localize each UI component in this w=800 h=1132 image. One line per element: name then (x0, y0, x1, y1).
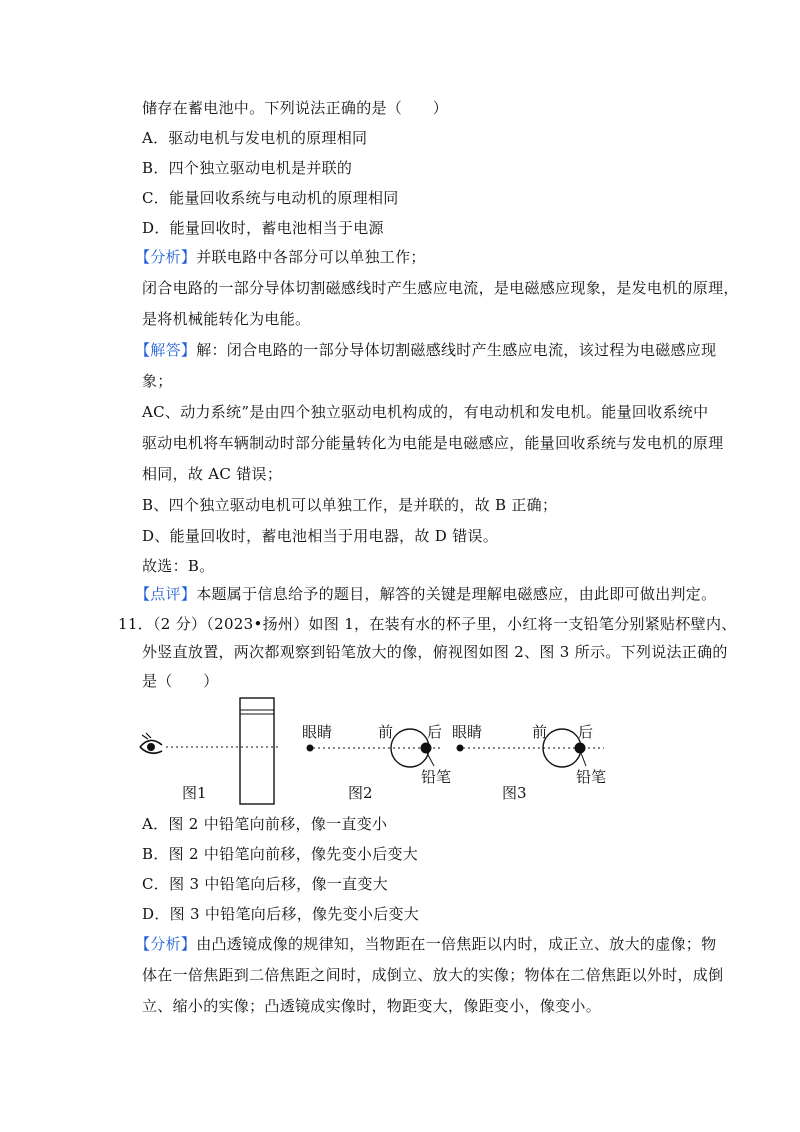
stem-line: 外竖直放置，两次都观察到铅笔放大的像，俯视图如图 2、图 3 所示。下列说法正确的 (142, 643, 728, 661)
question-number: 11． (118, 615, 153, 633)
analysis-line: 并联电路中各部分可以单独工作； (196, 248, 426, 266)
option-c: C．图 3 中铅笔向后移，像一直变大 (142, 875, 388, 893)
answer-line: 相同，故 AC 错误； (142, 465, 283, 483)
analysis-tag: 【分析】 (135, 935, 197, 953)
comment-text: 本题属于信息给予的题目，解答的关键是理解电磁感应，由此即可做出判定。 (196, 585, 717, 603)
option-d: D．能量回收时，蓄电池相当于电源 (142, 219, 384, 237)
question-11-stem (118, 613, 737, 635)
answer-line: D、能量回收时，蓄电池相当于用电器，故 D 错误。 (142, 527, 499, 545)
analysis-line: 由凸透镜成像的规律知，当物距在一倍焦距以内时，成正立、放大的虚像；物 (196, 935, 717, 953)
analysis-tag: 【分析】 (135, 248, 197, 266)
answer-line: B、四个独立驱动电机可以单独工作，是并联的，故 B 正确； (142, 496, 558, 514)
option-a: A．驱动电机与发电机的原理相同 (142, 129, 368, 147)
stem-line: 是（ ） (142, 672, 219, 690)
answer-line: AC、动力系统”是由四个独立驱动电机构成的，有电动机和发电机。能量回收系统中 (142, 403, 709, 421)
analysis-line: 闭合电路的一部分导体切割磁感线时产生感应电流，是电磁感应现象，是发电机的原理， (142, 279, 739, 297)
option-c: C．能量回收系统与电动机的原理相同 (142, 189, 399, 207)
analysis-paragraph (135, 246, 426, 268)
pencil-label: 铅笔 (576, 768, 607, 786)
front-label: 前 (378, 723, 394, 741)
answer-line: 驱动电机将车辆制动时部分能量转化为电能是电磁感应，能量回收系统与发电机的原理 (142, 434, 724, 452)
analysis-line: 立、缩小的实像；凸透镜成实像时，物距变大，像距变小，像变小。 (142, 997, 602, 1015)
comment-paragraph (135, 583, 716, 605)
front-label: 前 (532, 723, 548, 741)
option-b: B．四个独立驱动电机是并联的 (142, 159, 353, 177)
optics-figure (130, 690, 620, 810)
pencil-dot (575, 743, 586, 754)
stem-line: （2 分）（2023•扬州）如图 1，在装有水的杯子里，小红将一支铅笔分别紧贴杯壁内、 (153, 615, 737, 633)
question-stem-tail: 储存在蓄电池中。下列说法正确的是（ ） (142, 99, 449, 117)
answer-line: 故选：B。 (142, 557, 215, 575)
eye-label: 眼睛 (452, 723, 483, 741)
eye-icon (140, 733, 162, 753)
pencil-pointer (427, 753, 434, 766)
analysis-line: 体在一倍焦距到二倍焦距之间时，成倒立、放大的实像；物体在二倍焦距以外时，成倒 (142, 966, 724, 984)
answer-line: 象； (142, 372, 173, 390)
analysis-paragraph (135, 933, 716, 955)
eye-point (457, 745, 464, 752)
analysis-line: 是将机械能转化为电能。 (142, 310, 311, 328)
option-a: A．图 2 中铅笔向前移，像一直变小 (142, 815, 388, 833)
answer-line: 解：闭合电路的一部分导体切割磁感线时产生感应电流，该过程为电磁感应现 (196, 341, 717, 359)
eye-point (307, 745, 314, 752)
fig3-caption: 图3 (502, 784, 527, 802)
fig2-caption: 图2 (348, 784, 373, 802)
answer-paragraph (135, 339, 716, 361)
fig1-caption: 图1 (182, 784, 207, 802)
pencil-pointer (581, 753, 586, 766)
back-label: 后 (427, 723, 443, 741)
answer-tag: 【解答】 (135, 341, 197, 359)
comment-tag: 【点评】 (135, 585, 197, 603)
option-d: D．图 3 中铅笔向后移，像先变小后变大 (142, 905, 420, 923)
cup-shape (240, 698, 274, 804)
back-label: 后 (578, 723, 594, 741)
pencil-dot (421, 743, 432, 754)
eye-label: 眼睛 (302, 723, 333, 741)
option-b: B．图 2 中铅笔向前移，像先变小后变大 (142, 845, 419, 863)
pencil-label: 铅笔 (421, 768, 452, 786)
